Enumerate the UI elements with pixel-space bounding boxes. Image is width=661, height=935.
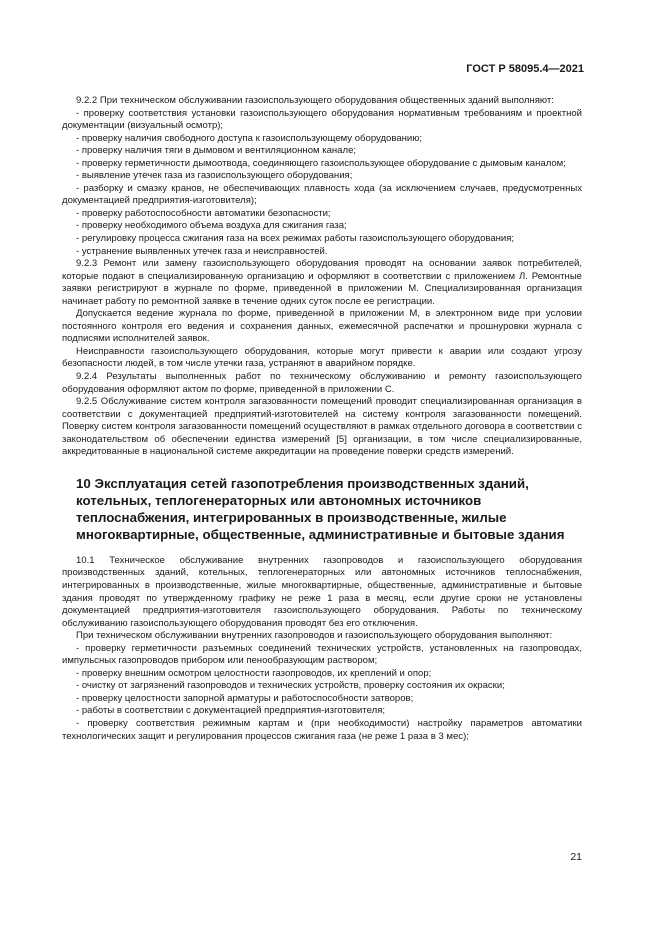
paragraph: При техническом обслуживании внутренних газопроводов и газоиспользующего оборудования выполняют:: [76, 630, 553, 642]
paragraph: 9.2.5 Обслуживание систем контроля загазованности помещений проводит специализированная организация в соответствии с документацией предприятий-изготовителей на систему контроля загазованности помещений. Поверку систем контроля загазованности помещений осуществляют в рамках отдельного договора в соответствии с законодательством об обеспечении единства измерений [5] организации, в том числе специализированные, аккредитованные в национальной системе аккредитации на проведение поверки средств измерений.: [62, 396, 582, 458]
paragraph: Неисправности газоиспользующего оборудования, которые могут привести к аварии или создают угрозу безопасности людей, в том числе утечки газа, устраняют в аварийном порядке.: [62, 345, 582, 370]
list-item: - работы в соответствии с документацией предприятия-изготовителя;: [76, 705, 386, 717]
list-item: - разборку и смазку кранов, не обеспечивающих плавность хода (за исключением случаев, предусмотренных документацией предприятия-изготовителя);: [62, 182, 582, 207]
list-item: - проверку внешним осмотром целостности газопроводов, их креплений и опор;: [76, 667, 432, 679]
list-item: - проверку целостности запорной арматуры и работоспособности затворов;: [76, 692, 414, 704]
list-item: - выявление утечек газа из газоиспользующего оборудования;: [76, 170, 353, 182]
list-item: - проверку наличия свободного доступа к газоиспользующему оборудованию;: [76, 132, 423, 144]
page-number: 21: [570, 851, 582, 863]
list-item: - регулировку процесса сжигания газа на всех режимах работы газоиспользующего оборудования;: [76, 233, 515, 245]
list-item: - проверку необходимого объема воздуха для сжигания газа;: [76, 220, 347, 232]
list-item: - проверку соответствия режимным картам и (при необходимости) настройку параметров автоматики технологических защит и регулирования процессов сжигания газа (не реже 1 раза в 3 мес);: [62, 717, 582, 742]
paragraph: Допускается ведение журнала по форме, приведенной в приложении М, в электронном виде при условии постоянного контроля его ведения и сохранения данных, ежемесячной распечатки и прошнуровки журнала с подписями исполнителей заявок.: [62, 308, 582, 345]
list-item: - проверку наличия тяги в дымовом и вентиляционном канале;: [76, 145, 357, 157]
list-item: - проверку соответствия установки газоиспользующего оборудования нормативным требованиям и проектной документации (визуальный осмотр);: [62, 107, 582, 132]
section-heading: 10 Эксплуатация сетей газопотребления производственных зданий, котельных, теплогенераторных или автономных источников теплоснабжения, интегрированных в производственные, жилые многоквартирные, общественные, административные и бытовые здания: [76, 475, 565, 542]
paragraph: 9.2.2 При техническом обслуживании газоиспользующего оборудования общественных зданий выполняют:: [76, 95, 554, 106]
paragraph: 9.2.4 Результаты выполненных работ по техническому обслуживанию и ремонту газоиспользующего оборудования оформляют актом по форме, приведенной в приложении С.: [62, 371, 582, 395]
list-item: - устранение выявленных утечек газа и неисправностей.: [76, 245, 328, 257]
list-item: - проверку герметичности разъемных соединений технических устройств, установленных на газопроводах, импульсных газопроводов прибором или пенообразующим раствором;: [62, 642, 582, 667]
paragraph: 9.2.3 Ремонт или замену газоиспользующего оборудования проводят на основании заявок потребителей, которые подают в специализированную организацию и оформляют в соответствии с приложением Л. Ремонтные заявки регистрируют в журнале по форме, приведенной в приложении М. Специализированная организация начинает работу по ремонтной заявке в течение одних суток после ее регистрации.: [62, 258, 582, 307]
page-body: [62, 95, 582, 743]
document-header: ГОСТ Р 58095.4—2021: [466, 63, 584, 75]
paragraph: 10.1 Техническое обслуживание внутренних газопроводов и газоиспользующего оборудования производственных зданий, котельных, теплогенераторных или автономных источников теплоснабжения, интегрированных в производственные, жилые многоквартирные, общественные, административные и бытовые здания проводят по утвержденному графику не реже 1 раза в месяц, если другие сроки не установлены документацией предприятия-изготовителя газоиспользующего оборудования. Работы по техническому обслуживанию газоиспользующего оборудования проводят без его отключения.: [62, 554, 582, 629]
list-item: - проверку герметичности дымоотвода, соединяющего газоиспользующее оборудование с дымовым каналом;: [76, 157, 566, 169]
list-item: - очистку от загрязнений газопроводов и технических устройств, проверку состояния их окраски;: [76, 680, 505, 692]
list-item: - проверку работоспособности автоматики безопасности;: [76, 207, 331, 219]
